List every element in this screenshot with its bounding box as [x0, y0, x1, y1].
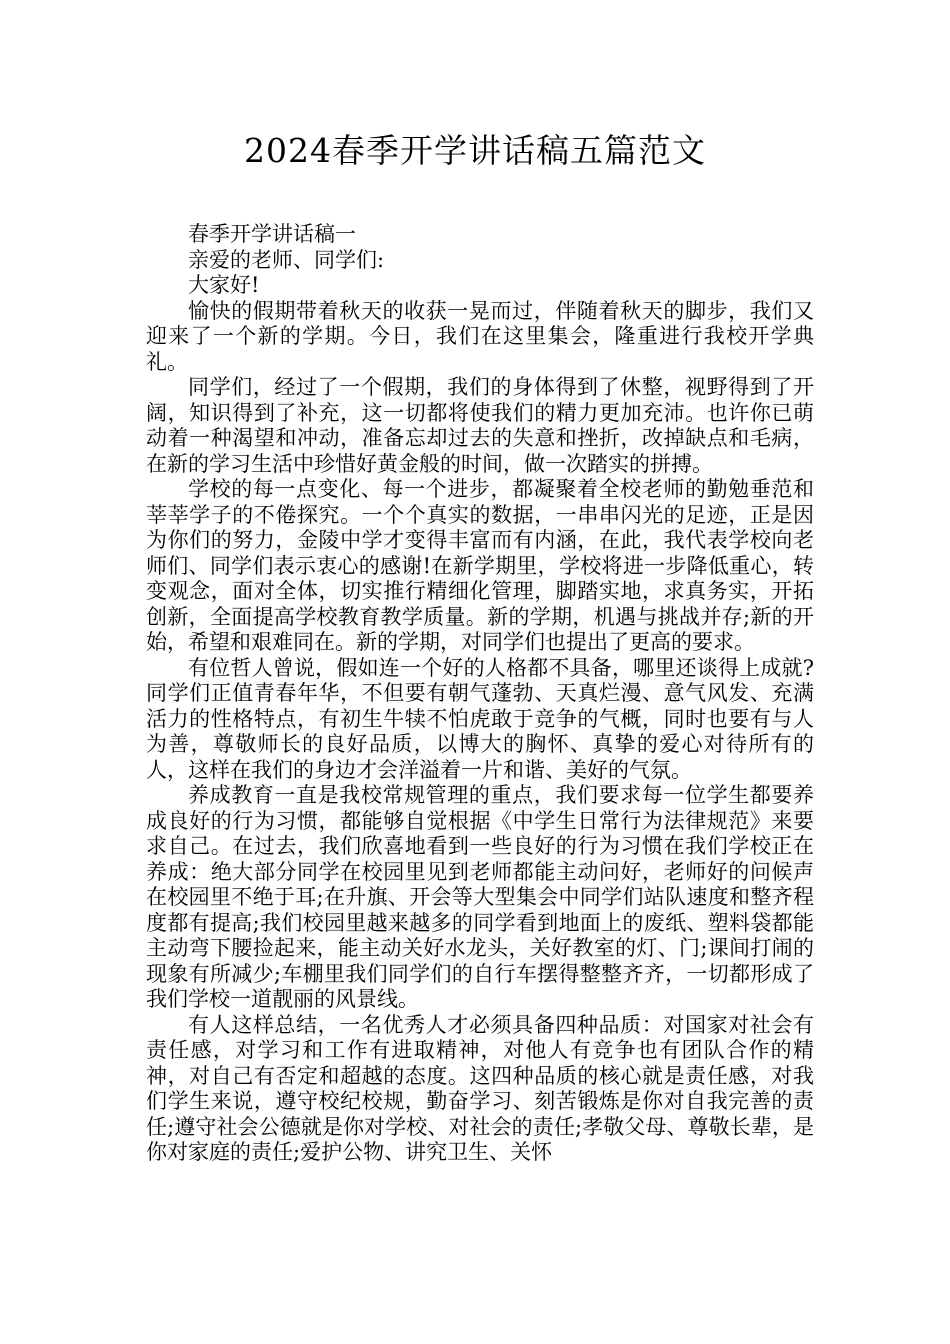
document-body: [146, 222, 814, 1166]
body-paragraph: 同学们，经过了一个假期，我们的身体得到了休整，视野得到了开阔，知识得到了补充，这一切都将使我们的精力更加充沛。也许你已萌动着一种渴望和冲动，准备忘却过去的失意和挫折，改掉缺点和毛病，在新的学习生活中珍惜好黄金般的时间，做一次踏实的拼搏。: [146, 375, 814, 476]
greeting: 大家好!: [188, 273, 260, 297]
body-paragraph: 养成教育一直是我校常规管理的重点，我们要求每一位学生都要养成良好的行为习惯，都能够自觉根据《中学生日常行为法律规范》来要求自己。在过去，我们欣喜地看到一些良好的行为习惯在我们学校正在养成：绝大部分同学在校园里见到老师都能主动问好，老师好的问候声在校园里不绝于耳;在升旗、开会等大型集会中同学们站队速度和整齐程度都有提高;我们校园里越来越多的同学看到地面上的废纸、塑料袋都能主动弯下腰捡起来，能主动关好水龙头，关好教室的灯、门;课间打闹的现象有所减少;车棚里我们同学们的自行车摆得整整齐齐，一切都形成了我们学校一道靓丽的风景线。: [146, 783, 814, 1011]
document-title: 2024春季开学讲话稿五篇范文: [244, 131, 706, 170]
body-paragraph: 愉快的假期带着秋天的收获一晃而过，伴随着秋天的脚步，我们又迎来了一个新的学期。今日，我们在这里集会，隆重进行我校开学典礼。: [146, 298, 814, 374]
salutation: 亲爱的老师、同学们:: [188, 247, 385, 272]
body-paragraph: 有位哲人曾说，假如连一个好的人格都不具备，哪里还谈得上成就?同学们正值青春年华，不但要有朝气蓬勃、天真烂漫、意气风发、充满活力的性格特点，有初生牛犊不怕虎敢于竞争的气概，同时也要有与人为善，尊敬师长的良好品质，以博大的胸怀、真挚的爱心对待所有的人，这样在我们的身边才会洋溢着一片和谐、美好的气氛。: [146, 655, 814, 782]
body-paragraph: 有人这样总结，一名优秀人才必须具备四种品质：对国家对社会有责任感，对学习和工作有进取精神，对他人有竞争也有团队合作的精神，对自己有否定和超越的态度。这四种品质的核心就是责任感，对我们学生来说，遵守校纪校规，勤奋学习、刻苦锻炼是你对自我完善的责任;遵守社会公德就是你对学校、对社会的责任;孝敬父母、尊敬长辈，是你对家庭的责任;爱护公物、讲究卫生、关怀: [146, 1012, 814, 1164]
section-heading: 春季开学讲话稿一: [188, 222, 356, 246]
body-paragraph: 学校的每一点变化、每一个进步，都凝聚着全校老师的勤勉垂范和莘莘学子的不倦探究。一个个真实的数据，一串串闪光的足迹，正是因为你们的努力，金陵中学才变得丰富而有内涵，在此，我代表学校向老师们、同学们表示衷心的感谢!在新学期里，学校将进一步降低重心，转变观念，面对全体，切实推行精细化管理，脚踏实地，求真务实，开拓创新，全面提高学校教育教学质量。新的学期，机遇与挑战并存;新的开始，希望和艰难同在。新的学期，对同学们也提出了更高的要求。: [146, 477, 814, 654]
